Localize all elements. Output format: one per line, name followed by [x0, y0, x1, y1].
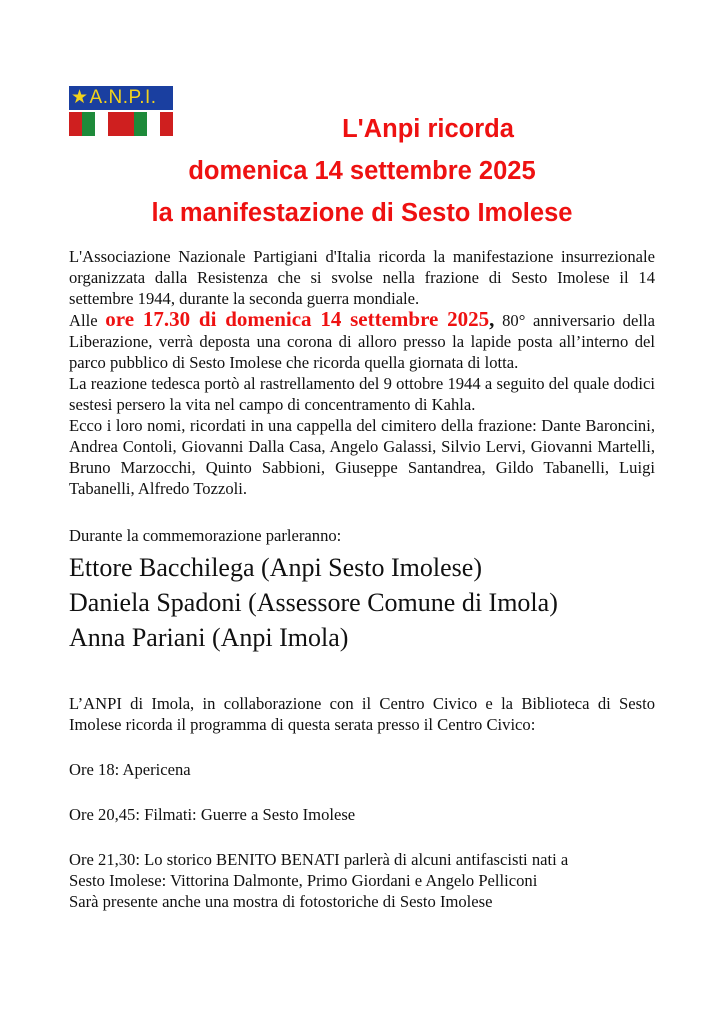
program-item-3-line-2: Sesto Imolese: Vittorina Dalmonte, Primo Giordani e Angelo Pelliconi — [69, 871, 538, 890]
title-line-1: L'Anpi ricorda — [342, 115, 514, 143]
intro-paragraph-2 — [69, 309, 655, 373]
title-line-3: la manifestazione di Sesto Imolese — [151, 199, 573, 227]
program-item-3-line-3: Sarà presente anche una mostra di fotostoriche di Sesto Imolese — [69, 892, 493, 911]
intro-paragraph-4: Ecco i loro nomi, ricordati in una cappella del cimitero della frazione: Dante Baroncini, Andrea Contoli, Giovanni Dalla Casa, Angelo Galassi, Silvio Lervi, Giovanni Martelli, Bruno Marzocchi, Quinto Sabbioni, Giuseppe Santandrea, Gildo Tabanelli, Luigi Tabanelli, Alfredo Tozzoli. — [69, 416, 655, 498]
event-comma: , — [489, 307, 495, 331]
logo-text: A.N.P.I. — [89, 87, 157, 108]
intro-paragraph-3: La reazione tedesca portò al rastrellamento del 9 ottobre 1944 a seguito del quale dodici sestesi persero la vita nel campo di concentramento di Kahla. — [69, 374, 655, 414]
speaker-item: Ettore Bacchilega (Anpi Sesto Imolese) — [69, 553, 482, 582]
event-prefix: Alle — [69, 311, 106, 330]
star-icon: ★ — [71, 87, 89, 108]
logo-banner — [69, 86, 173, 110]
speakers-list — [69, 550, 655, 655]
speaker-item: Anna Pariani (Anpi Imola) — [69, 623, 349, 652]
event-description: 80° anniversario della Liberazione, verrà deposta una corona di alloro presso la lapide posta all’interno del parco pubblico di Sesto Imolese che ricorda quella giornata di lotta. — [69, 311, 656, 372]
program-item-3-line-1: Ore 21,30: Lo storico BENITO BENATI parlerà di alcuni antifascisti nati a — [69, 850, 569, 869]
title-line-2: domenica 14 settembre 2025 — [188, 157, 536, 185]
program-item-1: Ore 18: Apericena — [69, 760, 191, 779]
event-time-highlight: ore 17.30 di domenica 14 settembre 2025 — [105, 307, 490, 331]
intro-paragraph-1: L'Associazione Nazionale Partigiani d'Italia ricorda la manifestazione insurrezionale organizzata dalla Resistenza che si svolse nella frazione di Sesto Imolese il 14 settembre 1944, durante la seconda guerra mondiale. — [69, 247, 655, 308]
document-body — [69, 246, 655, 912]
speakers-intro: Durante la commemorazione parleranno: — [69, 526, 342, 545]
page-title — [0, 108, 724, 234]
speaker-item: Daniela Spadoni (Assessore Comune di Imola) — [69, 588, 558, 617]
program-item-2: Ore 20,45: Filmati: Guerre a Sesto Imolese — [69, 805, 356, 824]
program-intro: L’ANPI di Imola, in collaborazione con il Centro Civico e la Biblioteca di Sesto Imolese ricorda il programma di questa serata presso il Centro Civico: — [69, 694, 655, 734]
